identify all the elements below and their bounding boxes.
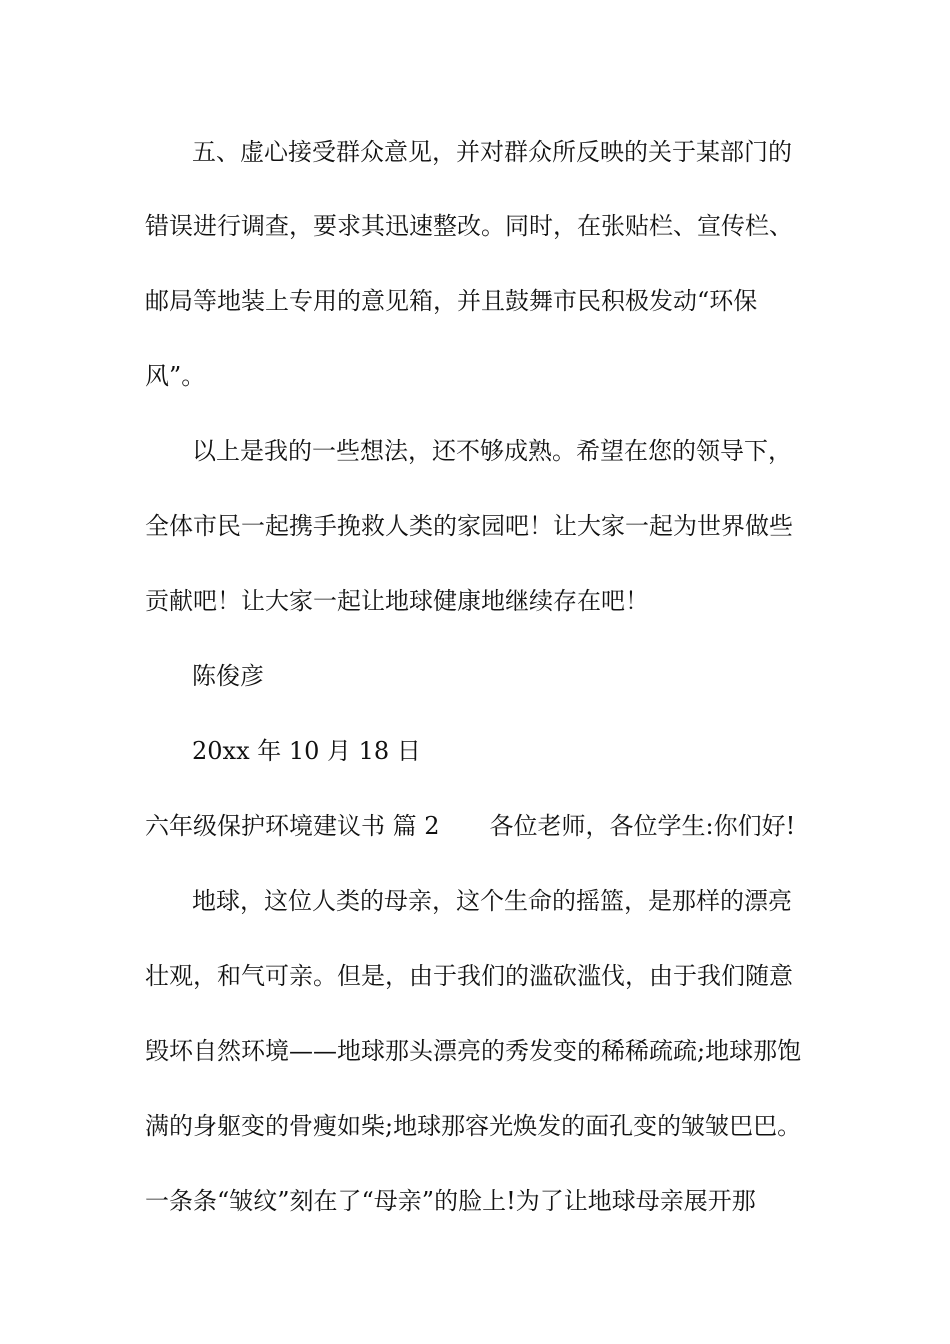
paragraph-line: 壮观，和气可亲。但是，由于我们的滥砍滥伐，由于我们随意 [145, 962, 793, 990]
paragraph-line: 错误进行调查，要求其迅速整改。同时，在张贴栏、宣传栏、 [145, 212, 793, 240]
paragraph-line: 满的身躯变的骨瘦如柴;地球那容光焕发的面孔变的皱皱巴巴。 [145, 1112, 802, 1140]
paragraph-line: 全体市民一起携手挽救人类的家园吧！让大家一起为世界做些 [145, 512, 793, 540]
paragraph-line: 五、虚心接受群众意见，并对群众所反映的关于某部门的 [192, 138, 792, 166]
paragraph-line: 贡献吧！让大家一起让地球健康地继续存在吧！ [145, 587, 649, 615]
paragraph-line: 毁坏自然环境——地球那头漂亮的秀发变的稀稀疏疏;地球那饱 [145, 1037, 802, 1065]
paragraph-line: 地球，这位人类的母亲，这个生命的摇篮，是那样的漂亮 [192, 887, 792, 915]
section-heading: 六年级保护环境建议书 篇 2 [145, 812, 440, 840]
paragraph-line: 以上是我的一些想法，还不够成熟。希望在您的领导下， [192, 437, 792, 465]
greeting: 各位老师，各位学生:你们好! [489, 812, 796, 840]
paragraph-line: 邮局等地装上专用的意见箱，并且鼓舞市民积极发动“环保 [145, 287, 758, 315]
paragraph-line: 一条条“皱纹”刻在了“母亲”的脸上!为了让地球母亲展开那 [145, 1187, 756, 1215]
signature-date: 20xx 年 10 月 18 日 [192, 737, 421, 765]
signature-name: 陈俊彦 [192, 662, 264, 690]
paragraph-line: 风”。 [145, 362, 206, 390]
section-heading-row [145, 809, 810, 843]
